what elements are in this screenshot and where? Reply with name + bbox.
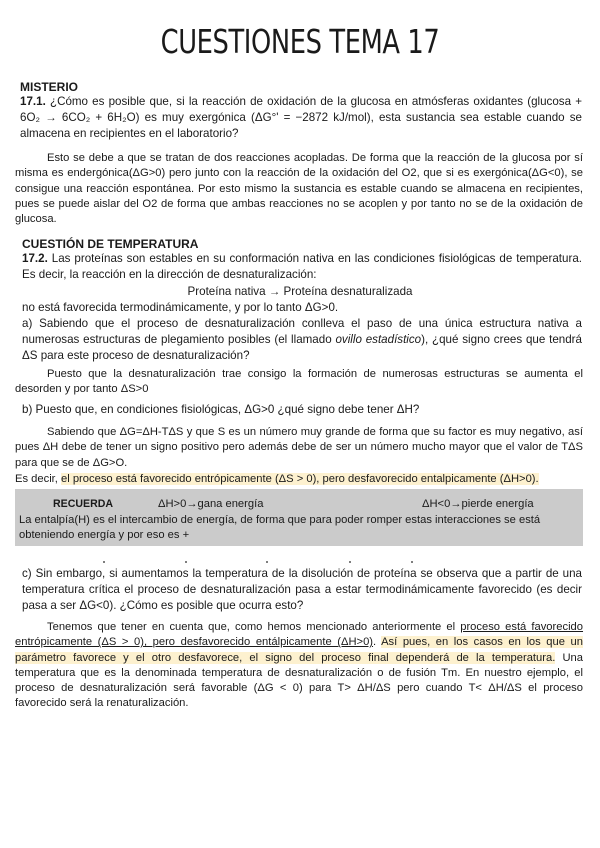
- answer-c-sep: .: [373, 636, 382, 649]
- answer-c-highlighted: Así pues, en los casos en los que un parámetro favorece y el otro desfavorece, el signo del proceso final dependerá de la temperatura.: [15, 636, 583, 664]
- page-title: CUESTIONES TEMA 17: [160, 22, 440, 61]
- question-number: 17.1.: [20, 95, 46, 108]
- question-17-2: [22, 251, 582, 283]
- question-text: ¿Cómo es posible que, si la reacción de oxidación de la glucosa en atmósferas oxidantes (glucosa + 6O₂ → 6CO₂ + 6H₂O) es muy exergónica (ΔG°' = −2872 kJ/mol), esta sustancia sea estable cuando se almacena en recipientes en el laboratorio?: [20, 95, 582, 140]
- conclusion-prefix: Es decir,: [15, 473, 62, 485]
- scan-artifact-dots: [22, 560, 582, 564]
- question-a-italic: ovillo estadístico: [335, 333, 422, 346]
- question-a: [22, 316, 582, 364]
- answer-c-underlined: proceso está favorecido entrópicamente (ΔS > 0), pero desfavorecido entálpicamente (ΔH>0): [15, 621, 584, 649]
- recuerda-text: La entalpía(H) es el intercambio de energía, de forma que para poder romper estas interacciones se está obteniendo energía y por eso es +: [19, 514, 541, 542]
- answer-b: Sabiendo que ΔG=ΔH-TΔS y que S es un número muy grande de forma que su factor es muy negativo, así pues ΔH debe de tener un signo positivo pero además debe de ser un número mucho mayor que el valor de TΔS para que se de ΔG>O.: [15, 426, 583, 469]
- answer-c-intro: Tenemos que tener en cuenta que, como hemos mencionado anteriormente el: [47, 621, 461, 633]
- answer-c: [15, 620, 583, 712]
- highlighted-conclusion: el proceso está favorecido entrópicamente (ΔS > 0), pero desfavorecido entalpicamente (ΔH>0).: [61, 473, 539, 485]
- question-a-text: a) Sabiendo que el proceso de desnaturalización conlleva el paso de una única estructura nativa a numerosas estructuras de plegamiento posibles (el llamado: [22, 317, 582, 346]
- section-heading-misterio: MISTERIO: [20, 80, 79, 94]
- question-b: b) Puesto que, en condiciones fisiológicas, ΔG>0 ¿qué signo debe tener ΔH?: [22, 403, 420, 416]
- not-favored-statement: no está favorecida termodinámicamente, y por lo tanto ΔG>0.: [22, 301, 339, 314]
- question-number: 17.2.: [22, 252, 48, 265]
- question-17-1: [20, 94, 582, 142]
- answer-17-1: Esto se debe a que se tratan de dos reacciones acopladas. De forma que la reacción de la glucosa por sí misma es endergónica(ΔG>0) pero junto con la reacción de la oxidación del O2, que si es exergónica(ΔG<0), se consigue una reacción espontánea. Por esto mismo la sustancia es estable cuando se almacena en recipientes, pues se puede aislar del O2 de forma que ambas reacciones no se acoplen y por tanto no se de la oxidación de glucosa.: [15, 152, 583, 226]
- question-c: c) Sin embargo, si aumentamos la temperatura de la disolución de proteína se observa que a partir de una temperatura crítica el proceso de desnaturalización pasa a estar termodinámicamente favorecido (es decir pasa a ser ΔG<0). ¿Cómo es posible que ocurra esto?: [22, 567, 582, 612]
- section-heading-temperatura: CUESTIÓN DE TEMPERATURA: [22, 237, 199, 251]
- question-a-end: ), ¿qué signo crees que tendrá ΔS para este proceso de desnaturalización?: [22, 333, 582, 362]
- recuerda-label: RECUERDA: [53, 498, 114, 510]
- recuerda-box: [15, 489, 583, 546]
- answer-c-end: Una temperatura que es la denominada temperatura de desnaturalización o de fusión Tm. En nuestro ejemplo, el proceso de desnaturalización será favorable (ΔG < 0) para T> ΔH/ΔS pero cuando T< ΔH/ΔS el proceso favorecido será la renaturalización.: [15, 651, 583, 710]
- reaction-equation: Proteína nativa → Proteína desnaturalizada: [187, 285, 413, 298]
- recuerda-lose: ΔH<0→pierde energía: [422, 498, 534, 510]
- answer-b-conclusion: [15, 472, 590, 487]
- question-text: Las proteínas son estables en su conformación nativa en las condiciones fisiológicas de temperatura. Es decir, la reacción en la dirección de desnaturalización:: [22, 252, 582, 281]
- recuerda-gain: ΔH>0→gana energía: [158, 498, 264, 510]
- answer-a: Puesto que la desnaturalización trae consigo la formación de numerosas estructuras se aumenta el desorden y por tanto ΔS>0: [15, 368, 583, 396]
